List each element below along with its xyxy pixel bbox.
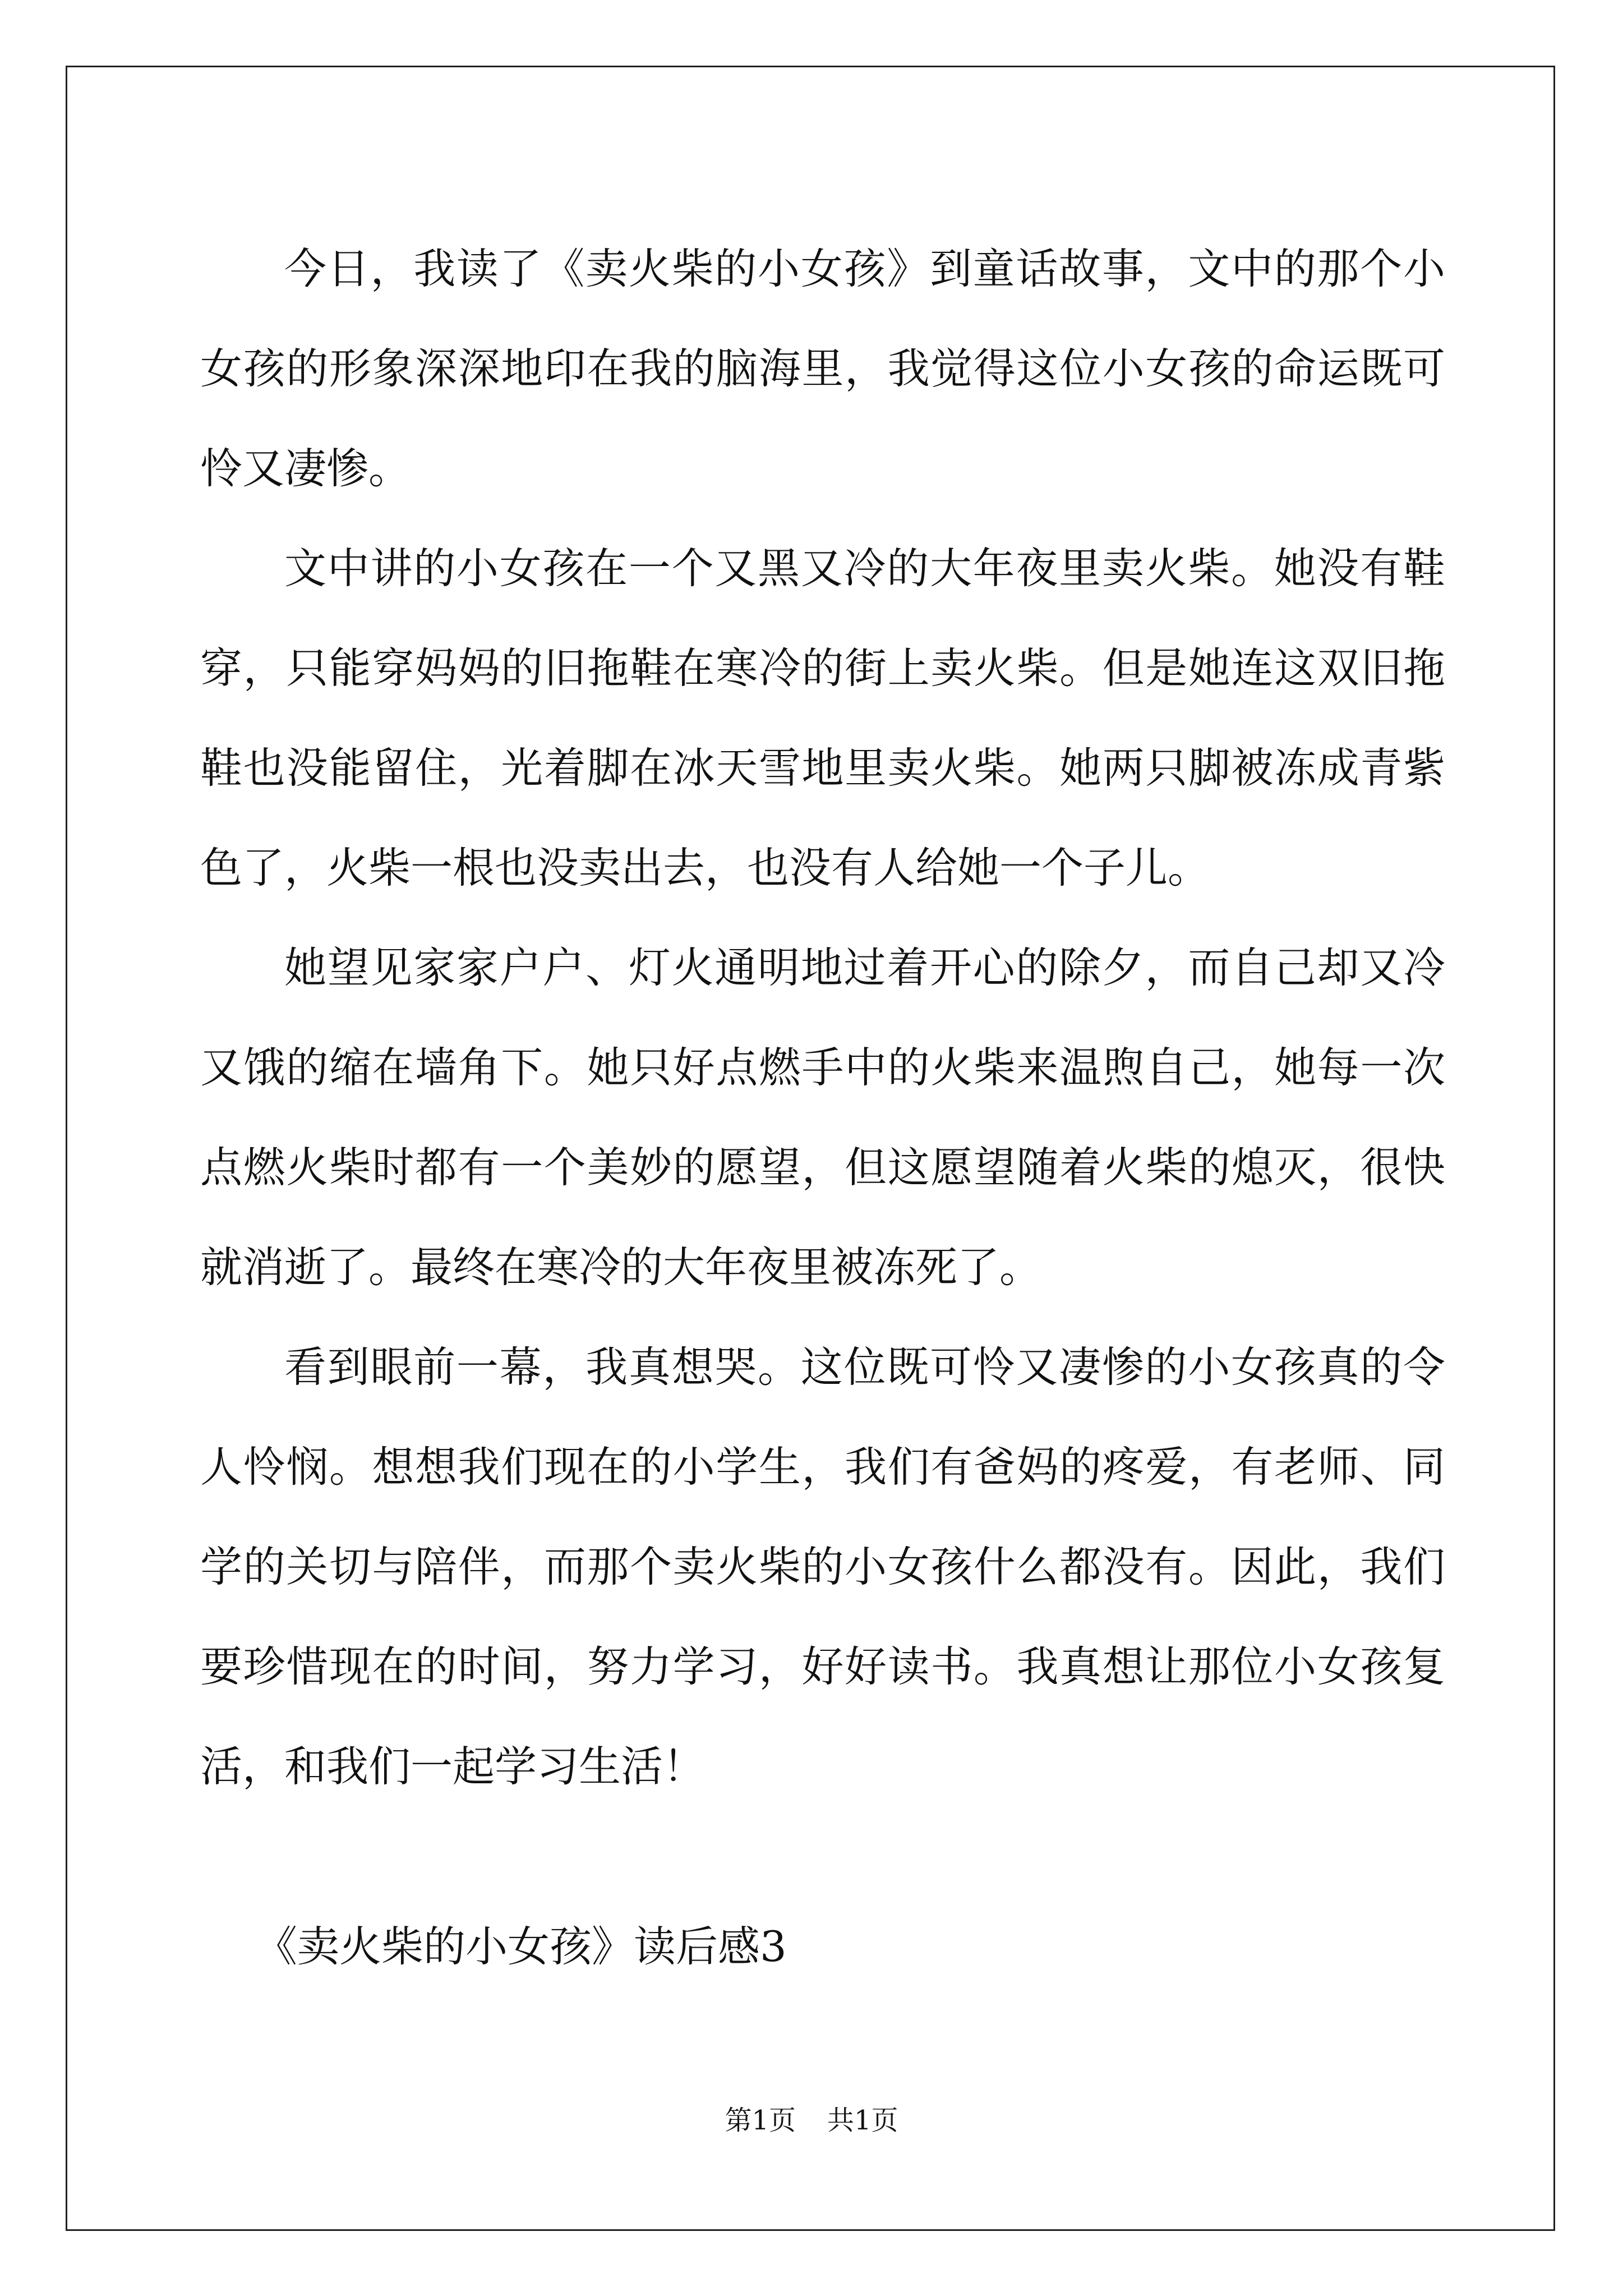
paragraph-1: 今日，我读了《卖火柴的小女孩》到童话故事，文中的那个小女孩的形象深深地印在我的脑海里，我觉得这位小女孩的命运既可怜又凄惨。 <box>200 244 1445 493</box>
paragraph-3: 她望见家家户户、灯火通明地过着开心的除夕，而自己却又冷又饿的缩在墙角下。她只好点燃手中的火柴来温煦自己，她每一次点燃火柴时都有一个美妙的愿望，但这愿望随着火柴的熄灭，很快就消逝了。最终在寒冷的大年夜里被冻死了。 <box>200 943 1445 1292</box>
section-heading: 《卖火柴的小女孩》读后感3 <box>255 1922 787 1971</box>
current-page-number: 第1页 <box>725 2105 796 2136</box>
paragraph-2: 文中讲的小女孩在一个又黑又冷的大年夜里卖火柴。她没有鞋穿，只能穿妈妈的旧拖鞋在寒冷的街上卖火柴。但是她连这双旧拖鞋也没能留住，光着脚在冰天雪地里卖火柴。她两只脚被冻成青紫色了，火柴一根也没卖出去，也没有人给她一个子儿。 <box>200 544 1445 892</box>
paragraph-4: 看到眼前一幕，我真想哭。这位既可怜又凄惨的小女孩真的令人怜悯。想想我们现在的小学生，我们有爸妈的疼爱，有老师、同学的关切与陪伴，而那个卖火柴的小女孩什么都没有。因此，我们要珍惜现在的时间，努力学习，好好读书。我真想让那位小女孩复活，和我们一起学习生活！ <box>200 1342 1445 1791</box>
document-body <box>200 219 1445 1816</box>
page-footer <box>0 2104 1623 2137</box>
total-pages: 共1页 <box>827 2105 898 2136</box>
